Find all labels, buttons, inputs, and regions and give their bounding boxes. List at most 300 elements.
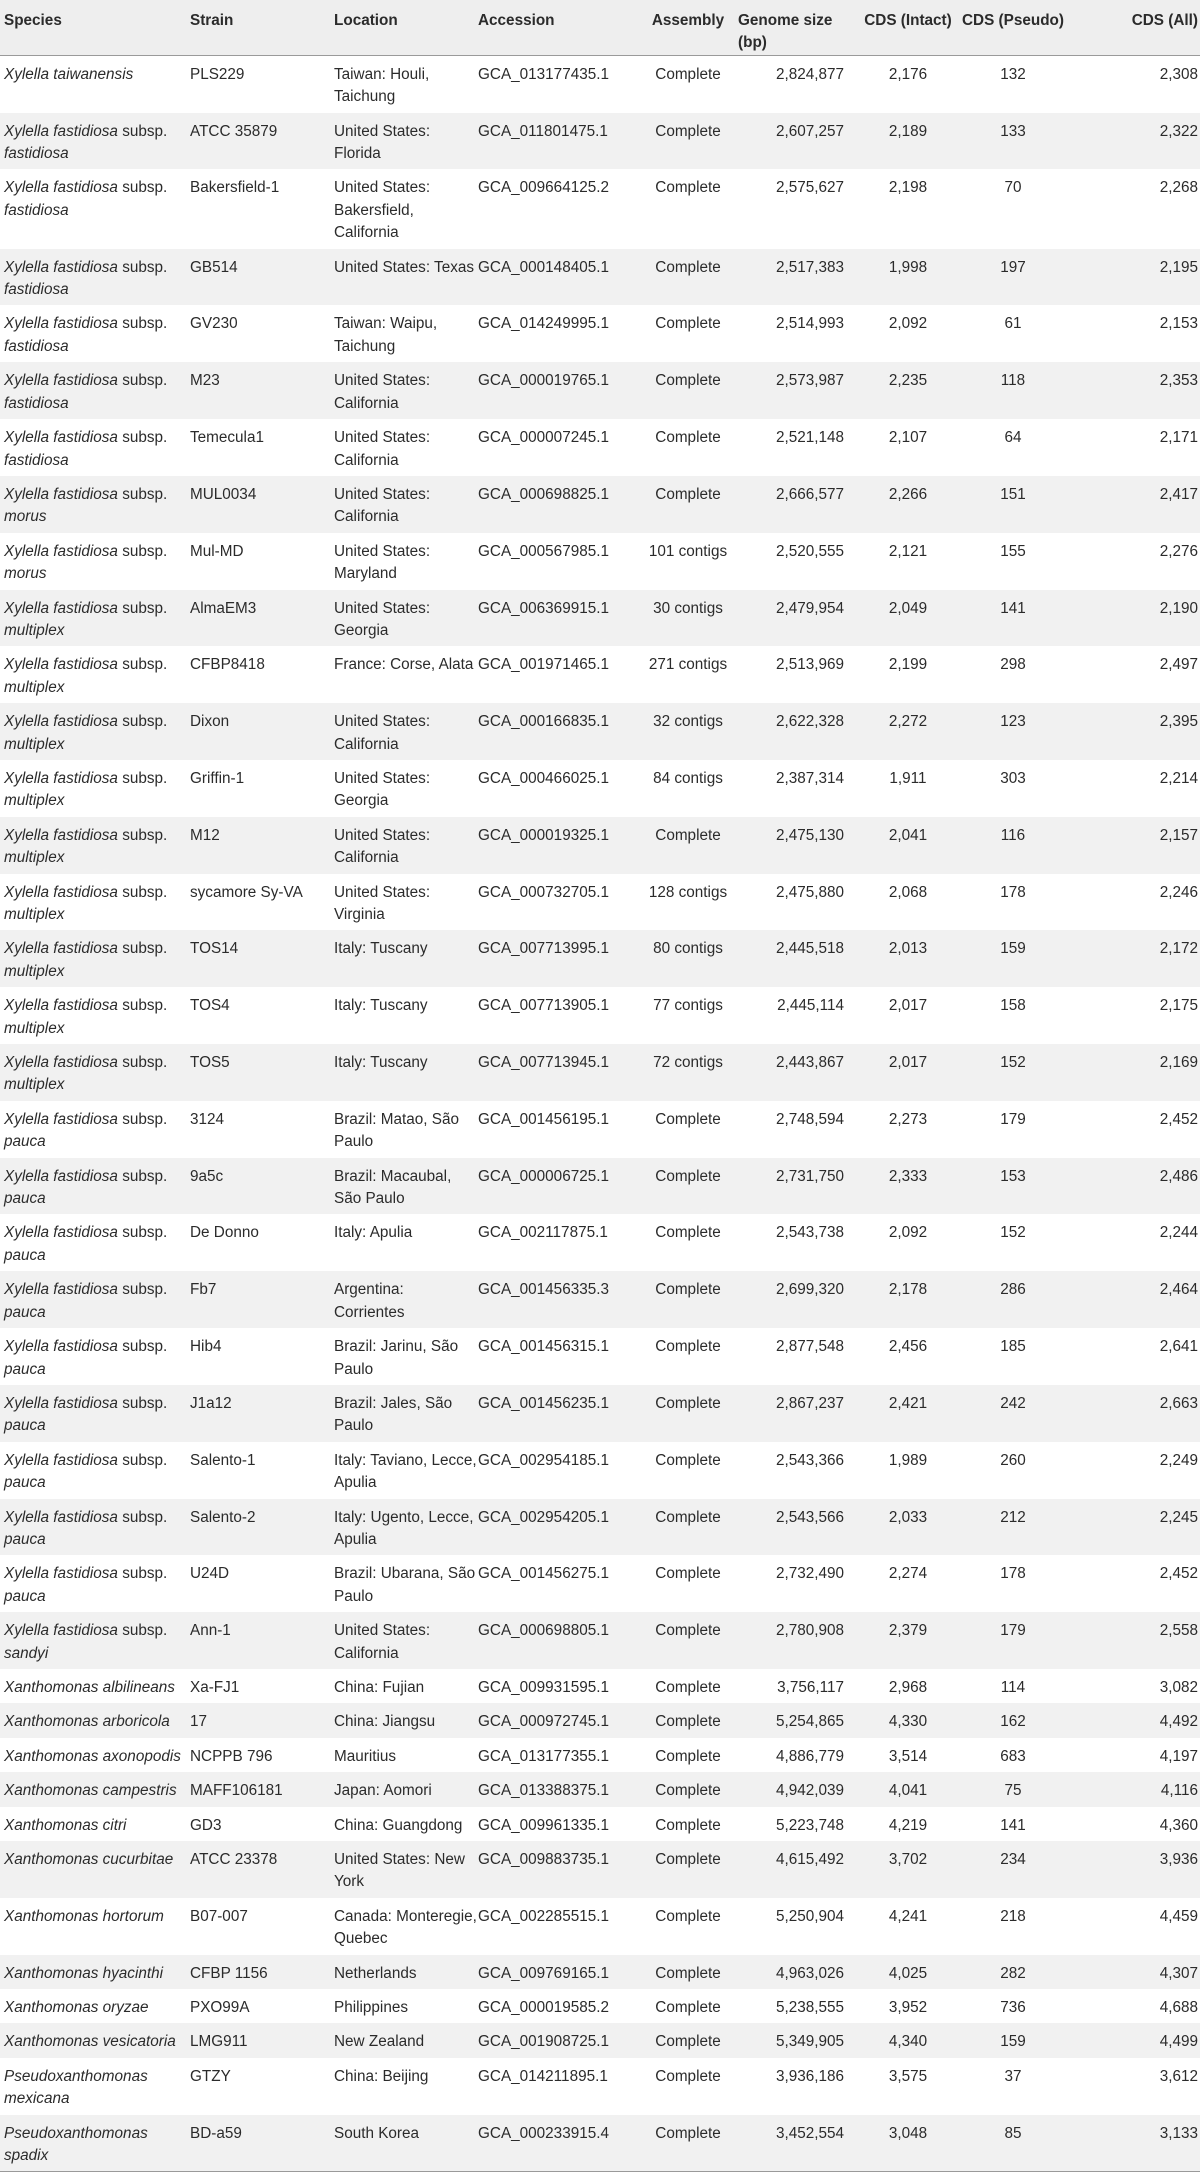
cell-species	[0, 760, 190, 817]
subsp-prefix: subsp.	[122, 656, 168, 674]
cell-strain: Ann-1	[190, 1622, 231, 1640]
cell-cds-pseudo: 118	[1000, 372, 1026, 390]
cell-accession: GCA_013388375.1	[478, 1782, 609, 1800]
cell-strain: Xa-FJ1	[190, 1678, 240, 1696]
cell-assembly: Complete	[655, 1451, 721, 1469]
cell-assembly: Complete	[655, 1851, 721, 1868]
cell-accession: GCA_000732705.1	[478, 883, 609, 901]
cell-accession: GCA_014249995.1	[478, 315, 609, 333]
cell-species	[0, 169, 190, 248]
cell-cds-pseudo: 37	[1004, 2067, 1022, 2085]
cell-accession: GCA_001971465.1	[478, 656, 609, 674]
cell-cds-pseudo: 197	[1000, 258, 1026, 276]
cell-cds-pseudo: 683	[1000, 1747, 1026, 1765]
cell-species	[0, 987, 190, 1044]
cell-cds-all: 2,308	[1159, 65, 1198, 83]
cell-cds-all: 2,214	[1159, 769, 1198, 787]
cell-cds-all: 3,612	[1159, 2067, 1198, 2085]
cell-cds-all: 2,244	[1159, 1224, 1198, 1242]
cell-genome-size: 5,223,748	[775, 1816, 844, 1834]
cell-strain: GD3	[190, 1816, 222, 1834]
cell-cds-all: 2,641	[1159, 1338, 1198, 1356]
cell-assembly: 77 contigs	[653, 997, 723, 1015]
subspecies-name: pauca	[4, 1417, 46, 1435]
cell-cds-pseudo: 282	[1000, 1964, 1026, 1982]
cell-cds-all: 2,153	[1159, 315, 1198, 333]
table-row	[0, 1955, 1200, 1989]
cell-cds-pseudo: 159	[1000, 2033, 1026, 2051]
table-row	[0, 987, 1200, 1044]
cell-species	[0, 1101, 190, 1158]
species-name: Xylella fastidiosa	[4, 1054, 118, 1072]
table-body	[0, 55, 1200, 2172]
cell-location: United States: California	[334, 485, 431, 526]
cell-cds-all: 3,133	[1068, 2115, 1200, 2172]
cell-cds-intact: 2,041	[888, 826, 928, 844]
cell-assembly: Complete	[655, 1816, 721, 1834]
cell-cds-pseudo: 132	[1000, 65, 1026, 83]
cell-assembly: Complete	[655, 1224, 721, 1242]
cell-location: China: Guangdong	[334, 1816, 463, 1834]
cell-strain: Mul-MD	[190, 542, 244, 560]
species-name: Xylella fastidiosa	[4, 372, 118, 390]
species-name: Xylella fastidiosa	[4, 315, 118, 333]
cell-genome-size: 2,543,738	[775, 1224, 844, 1242]
cell-cds-intact: 2,421	[888, 1394, 928, 1412]
cell-cds-all: 2,249	[1159, 1451, 1198, 1469]
species-name: Xylella fastidiosa	[4, 883, 118, 901]
cell-cds-intact: 2,176	[888, 65, 928, 83]
subsp-prefix: subsp.	[122, 1224, 168, 1242]
cell-species	[0, 703, 190, 760]
cell-cds-all: 2,175	[1159, 997, 1198, 1015]
cell-genome-size: 2,475,130	[775, 826, 844, 844]
cell-cds-intact: 2,068	[888, 883, 928, 901]
cell-assembly: 128 contigs	[648, 883, 728, 901]
table-row	[0, 1385, 1200, 1442]
cell-location: Netherlands	[334, 1964, 417, 1982]
subsp-prefix: subsp.	[122, 599, 168, 617]
species-name: Xylella fastidiosa	[4, 713, 118, 731]
table-row	[0, 1989, 1200, 2023]
cell-strain: GTZY	[190, 2067, 231, 2085]
cell-strain: J1a12	[190, 1394, 232, 1412]
cell-strain: TOS14	[190, 940, 239, 958]
cell-cds-pseudo: 159	[1000, 940, 1026, 958]
cell-location: United States: California	[334, 429, 431, 469]
species-name: Xylella fastidiosa	[4, 485, 118, 503]
cell-strain: De Donno	[190, 1224, 259, 1242]
cell-cds-all: 2,322	[1159, 122, 1198, 140]
cell-location: United States: California	[334, 372, 431, 412]
cell-cds-all: 4,360	[1159, 1816, 1198, 1834]
cell-cds-all: 2,169	[1159, 1054, 1198, 1072]
species-name: Xylella fastidiosa	[4, 769, 118, 787]
cell-accession: GCA_000007245.1	[478, 429, 609, 447]
cell-cds-intact: 2,107	[888, 429, 928, 447]
cell-accession: GCA_000019765.1	[478, 372, 609, 390]
cell-species	[0, 1989, 190, 2023]
cell-accession: GCA_000466025.1	[478, 769, 609, 787]
cell-genome-size: 2,780,908	[775, 1622, 844, 1640]
cell-species	[0, 1898, 190, 1955]
cell-assembly: 30 contigs	[653, 599, 723, 617]
cell-location: United States: California	[334, 713, 431, 753]
subsp-prefix: subsp.	[122, 1338, 168, 1356]
species-name: Xanthomonas hortorum	[4, 1907, 164, 1925]
cell-strain: Salento-2	[190, 1508, 256, 1526]
subsp-prefix: subsp.	[122, 372, 168, 390]
cell-genome-size: 5,238,555	[775, 1999, 844, 2017]
species-name: Xylella fastidiosa	[4, 656, 118, 674]
table-row	[0, 1738, 1200, 1772]
species-name: Xylella fastidiosa	[4, 429, 118, 447]
cell-species	[0, 1328, 190, 1385]
cell-species	[0, 362, 190, 419]
cell-species	[0, 1612, 190, 1669]
table-row	[0, 476, 1200, 533]
cell-strain: Dixon	[190, 713, 230, 731]
cell-location: Philippines	[334, 1999, 408, 2017]
cell-cds-intact: 4,330	[888, 1713, 928, 1731]
cell-location: France: Corse, Alata	[334, 656, 474, 674]
subspecies-name: multiplex	[4, 678, 65, 696]
cell-genome-size: 2,479,954	[775, 599, 844, 617]
cell-genome-size: 2,475,880	[775, 883, 844, 901]
cell-cds-pseudo: 234	[1000, 1851, 1026, 1868]
cell-species	[0, 930, 190, 987]
species-name: Xylella fastidiosa	[4, 940, 118, 958]
subspecies-name: fastidiosa	[4, 145, 69, 163]
cell-cds-pseudo: 133	[1000, 122, 1026, 140]
subspecies-name: morus	[4, 565, 47, 583]
cell-location: Italy: Tuscany	[334, 1054, 428, 1072]
species-name: Xylella taiwanensis	[4, 65, 134, 83]
table-row	[0, 1703, 1200, 1737]
subsp-prefix: subsp.	[122, 1622, 168, 1640]
cell-cds-pseudo: 179	[1000, 1622, 1026, 1640]
subsp-prefix: subsp.	[122, 1110, 168, 1128]
cell-accession: GCA_013177355.1	[478, 1747, 609, 1765]
cell-cds-pseudo: 152	[1000, 1054, 1026, 1072]
subsp-prefix: subsp.	[122, 542, 168, 560]
cell-cds-intact: 1,998	[888, 258, 928, 276]
cell-cds-pseudo: 141	[1000, 599, 1026, 617]
cell-species	[0, 874, 190, 931]
species-name: Xanthomonas vesicatoria	[4, 2033, 176, 2051]
cell-accession: GCA_013177435.1	[478, 65, 609, 83]
cell-cds-all: 2,195	[1159, 258, 1198, 276]
cell-strain: sycamore Sy-VA	[190, 883, 303, 901]
table-row	[0, 1101, 1200, 1158]
cell-assembly: 101 contigs	[648, 542, 728, 560]
cell-assembly: Complete	[655, 1508, 721, 1526]
cell-strain: CFBP8418	[190, 656, 265, 674]
table-row	[0, 1499, 1200, 1556]
cell-cds-pseudo: 303	[1000, 769, 1026, 787]
cell-cds-pseudo: 85	[958, 2115, 1068, 2172]
cell-cds-intact: 2,178	[888, 1281, 928, 1299]
cell-species	[0, 1738, 190, 1772]
cell-assembly: Complete	[655, 826, 721, 844]
cell-accession: GCA_000166835.1	[478, 713, 609, 731]
cell-accession: GCA_006369915.1	[478, 599, 609, 617]
cell-cds-pseudo: 155	[1000, 542, 1026, 560]
cell-cds-intact: 3,575	[888, 2067, 928, 2085]
cell-strain: ATCC 23378	[190, 1851, 278, 1868]
cell-assembly: Complete	[655, 1281, 721, 1299]
cell-genome-size: 2,877,548	[775, 1338, 844, 1356]
cell-cds-intact: 2,273	[888, 1110, 928, 1128]
cell-cds-all: 3,082	[1159, 1678, 1198, 1696]
cell-cds-pseudo: 116	[1000, 826, 1026, 844]
cell-accession: GCA_002117875.1	[478, 1224, 608, 1242]
cell-strain: MUL0034	[190, 485, 257, 503]
table-row	[0, 55, 1200, 112]
cell-location: Canada: Monteregie, Quebec	[334, 1907, 477, 1948]
cell-strain: M23	[190, 372, 220, 390]
cell-cds-all: 2,497	[1159, 656, 1198, 674]
species-name: Xylella fastidiosa	[4, 1110, 118, 1128]
cell-accession: GCA_007713905.1	[478, 997, 609, 1015]
cell-genome-size: 2,731,750	[775, 1167, 844, 1185]
cell-strain: B07-007	[190, 1907, 248, 1925]
cell-cds-pseudo: 179	[1000, 1110, 1026, 1128]
cell-location: New Zealand	[334, 2033, 425, 2051]
cell-species	[0, 1669, 190, 1703]
table-row	[0, 2058, 1200, 2115]
cell-species	[0, 2058, 190, 2115]
table-row	[0, 2115, 1200, 2172]
cell-accession: GCA_000006725.1	[478, 1167, 609, 1185]
cell-assembly: 72 contigs	[653, 1054, 723, 1072]
cell-cds-all: 4,499	[1159, 2033, 1198, 2051]
cell-genome-size: 2,543,566	[775, 1508, 844, 1526]
cell-cds-all: 4,307	[1159, 1964, 1198, 1982]
subsp-prefix: subsp.	[122, 1281, 168, 1299]
subspecies-name: pauca	[4, 1474, 46, 1492]
cell-assembly: Complete	[655, 2033, 721, 2051]
subspecies-name: sandyi	[4, 1644, 49, 1662]
cell-cds-pseudo: 185	[1000, 1338, 1026, 1356]
cell-cds-pseudo: 178	[1000, 1565, 1026, 1583]
species-name: Xylella fastidiosa	[4, 542, 118, 560]
species-name: Xylella fastidiosa	[4, 1281, 118, 1299]
subsp-prefix: subsp.	[122, 258, 168, 276]
subspecies-name: pauca	[4, 1246, 46, 1264]
cell-genome-size: 2,732,490	[775, 1565, 844, 1583]
cell-genome-size: 3,756,117	[777, 1678, 844, 1696]
cell-genome-size: 2,867,237	[775, 1394, 844, 1412]
species-name: Xylella fastidiosa	[4, 1622, 118, 1640]
species-name: Xanthomonas arboricola	[4, 1713, 170, 1731]
cell-assembly: Complete	[638, 2115, 738, 2172]
cell-cds-pseudo: 64	[1004, 429, 1022, 447]
species-name: Xanthomonas albilineans	[4, 1678, 175, 1696]
table-row	[0, 169, 1200, 248]
cell-accession: GCA_000019585.2	[478, 1999, 609, 2017]
cell-species	[0, 1158, 190, 1215]
subsp-prefix: subsp.	[122, 826, 168, 844]
cell-cds-pseudo: 70	[1004, 179, 1022, 197]
cell-assembly: Complete	[655, 1565, 721, 1583]
subsp-prefix: subsp.	[122, 1167, 168, 1185]
subspecies-name: multiplex	[4, 1019, 65, 1037]
cell-cds-all: 2,464	[1159, 1281, 1198, 1299]
cell-location: South Korea	[334, 2115, 478, 2172]
cell-cds-intact: 2,189	[888, 122, 928, 140]
subspecies-name: fastidiosa	[4, 451, 69, 469]
cell-assembly: 80 contigs	[653, 940, 723, 958]
cell-strain: 9a5c	[190, 1167, 224, 1185]
cell-assembly: Complete	[655, 372, 721, 390]
cell-genome-size: 4,615,492	[775, 1851, 844, 1868]
col-header-strain: Strain	[190, 0, 334, 55]
cell-cds-pseudo: 242	[1000, 1394, 1026, 1412]
species-name: Xylella fastidiosa	[4, 122, 118, 140]
cell-assembly: Complete	[655, 1964, 721, 1982]
cell-cds-all: 2,452	[1159, 1565, 1198, 1583]
cell-cds-intact: 2,092	[888, 315, 928, 333]
cell-accession: GCA_002954185.1	[478, 1451, 609, 1469]
table-row	[0, 1841, 1200, 1898]
table-row	[0, 646, 1200, 703]
cell-strain: Salento-1	[190, 1451, 256, 1469]
cell-strain: MAFF106181	[190, 1782, 283, 1800]
cell-species	[0, 55, 190, 112]
subsp-prefix: subsp.	[122, 315, 168, 333]
cell-strain: ATCC 35879	[190, 122, 278, 140]
cell-cds-all: 2,171	[1159, 429, 1198, 447]
cell-location: China: Beijing	[334, 2067, 429, 2085]
cell-assembly: Complete	[655, 1713, 721, 1731]
species-name: Xylella fastidiosa	[4, 1508, 118, 1526]
cell-cds-intact: 3,048	[858, 2115, 958, 2172]
cell-accession: GCA_009931595.1	[478, 1678, 609, 1696]
subsp-prefix: subsp.	[122, 997, 168, 1015]
cell-genome-size: 2,520,555	[775, 542, 844, 560]
cell-cds-intact: 2,033	[888, 1508, 928, 1526]
cell-genome-size: 3,452,554	[738, 2115, 858, 2172]
cell-accession: GCA_001456315.1	[478, 1338, 609, 1356]
cell-assembly: Complete	[655, 1394, 721, 1412]
table-row	[0, 533, 1200, 590]
cell-species	[0, 1703, 190, 1737]
subspecies-name: fastidiosa	[4, 281, 69, 299]
table-row	[0, 1555, 1200, 1612]
cell-species	[0, 305, 190, 362]
cell-cds-intact: 3,702	[888, 1851, 928, 1868]
cell-cds-all: 2,190	[1159, 599, 1198, 617]
cell-cds-pseudo: 286	[1000, 1281, 1026, 1299]
cell-cds-pseudo: 178	[1000, 883, 1026, 901]
cell-location: Italy: Tuscany	[334, 940, 428, 958]
cell-cds-intact: 2,049	[888, 599, 928, 617]
cell-assembly: Complete	[655, 258, 721, 276]
cell-genome-size: 2,824,877	[775, 65, 844, 83]
cell-accession: GCA_001908725.1	[478, 2033, 609, 2051]
cell-cds-all: 2,417	[1159, 485, 1198, 503]
cell-assembly: Complete	[655, 1907, 721, 1925]
cell-location: Brazil: Matao, São Paulo	[334, 1110, 459, 1151]
subsp-prefix: subsp.	[122, 940, 168, 958]
subspecies-name: pauca	[4, 1360, 46, 1378]
cell-assembly: Complete	[655, 179, 721, 197]
cell-location: Italy: Taviano, Lecce, Apulia	[334, 1451, 477, 1492]
cell-cds-pseudo: 158	[1000, 997, 1026, 1015]
cell-genome-size: 4,886,779	[775, 1747, 844, 1765]
cell-location: United States: Texas	[334, 258, 475, 276]
table-row	[0, 1669, 1200, 1703]
cell-location: Italy: Apulia	[334, 1224, 413, 1242]
cell-species	[0, 533, 190, 590]
species-name: Xanthomonas oryzae	[4, 1999, 149, 2017]
cell-cds-pseudo: 61	[1004, 315, 1022, 333]
cell-assembly: Complete	[655, 1110, 721, 1128]
cell-location: Taiwan: Waipu, Taichung	[334, 315, 438, 355]
cell-genome-size: 3,936,186	[775, 2067, 844, 2085]
cell-accession: GCA_002954205.1	[478, 1508, 609, 1526]
cell-cds-intact: 2,017	[888, 1054, 928, 1072]
cell-accession: GCA_014211895.1	[478, 2067, 608, 2085]
subspecies-name: multiplex	[4, 849, 65, 867]
cell-strain: Bakersfield-1	[190, 179, 280, 197]
cell-accession: GCA_009664125.2	[478, 179, 609, 197]
table-row	[0, 1271, 1200, 1328]
cell-location: United States: New York	[334, 1851, 465, 1891]
species-name: Xanthomonas cucurbitae	[4, 1851, 174, 1868]
cell-cds-intact: 4,041	[888, 1782, 928, 1800]
subspecies-name: multiplex	[4, 1076, 65, 1094]
table-row	[0, 1442, 1200, 1499]
table-row	[0, 930, 1200, 987]
cell-cds-intact: 1,911	[889, 769, 927, 787]
cell-strain: CFBP 1156	[190, 1964, 268, 1982]
table-row	[0, 1898, 1200, 1955]
cell-accession: GCA_007713995.1	[478, 940, 609, 958]
cell-cds-intact: 2,968	[888, 1678, 928, 1696]
subspecies-name: multiplex	[4, 792, 65, 810]
cell-assembly: Complete	[655, 65, 721, 83]
cell-cds-intact: 4,241	[888, 1907, 928, 1925]
cell-strain: BD-a59	[190, 2115, 334, 2172]
table-row	[0, 362, 1200, 419]
cell-species	[0, 419, 190, 476]
subsp-prefix: subsp.	[122, 1054, 168, 1072]
cell-cds-intact: 1,989	[888, 1451, 928, 1469]
cell-species	[0, 1772, 190, 1806]
table-row	[0, 249, 1200, 306]
cell-cds-pseudo: 151	[1000, 485, 1026, 503]
cell-accession: GCA_000567985.1	[478, 542, 609, 560]
cell-cds-pseudo: 75	[1004, 1782, 1022, 1800]
col-header-species: Species	[0, 0, 190, 55]
species-name: Xanthomonas citri	[4, 1816, 127, 1834]
table-row	[0, 874, 1200, 931]
subsp-prefix: subsp.	[122, 122, 168, 140]
cell-cds-intact: 4,340	[888, 2033, 928, 2051]
cell-location: United States: Bakersfield, California	[334, 179, 431, 242]
header-row	[0, 0, 1200, 55]
cell-assembly: Complete	[655, 1747, 721, 1765]
table-row	[0, 1612, 1200, 1669]
cell-genome-size: 2,445,114	[777, 997, 844, 1015]
cell-strain: GB514	[190, 258, 238, 276]
cell-accession: GCA_002285515.1	[478, 1907, 609, 1925]
cell-genome-size: 2,575,627	[775, 179, 844, 197]
cell-cds-intact: 2,092	[888, 1224, 928, 1242]
cell-location: United States: California	[334, 826, 431, 867]
